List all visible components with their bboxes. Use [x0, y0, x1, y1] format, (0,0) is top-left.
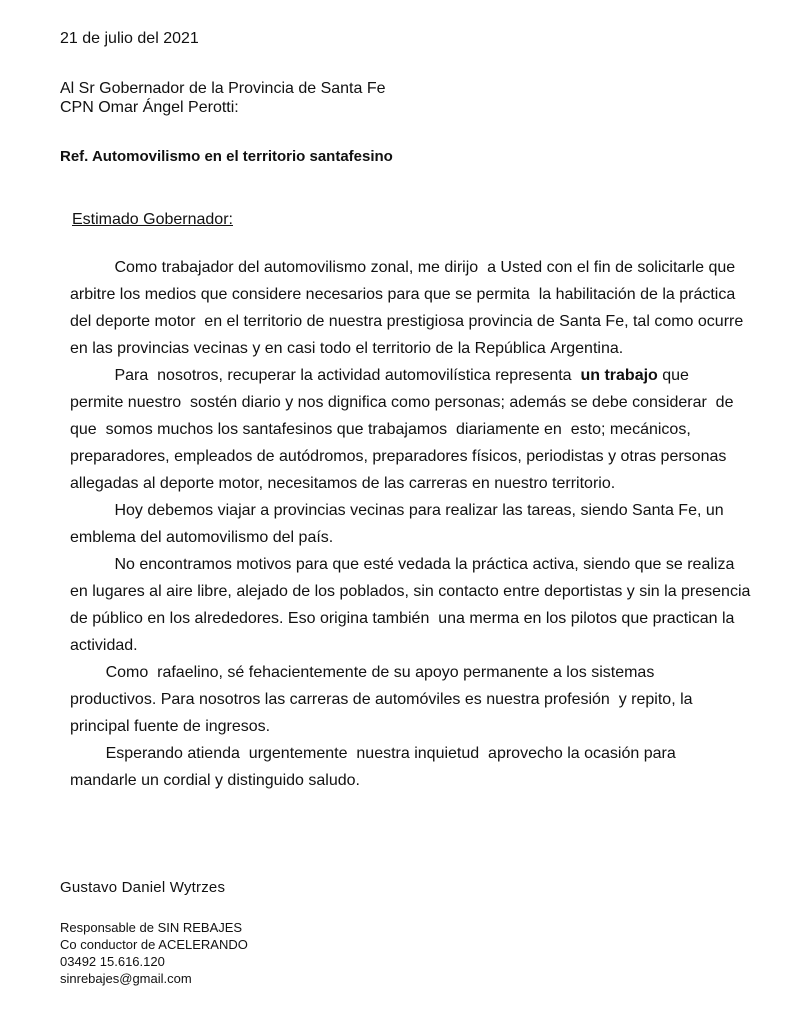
body-line: allegadas al deporte motor, necesitamos de las carreras en nuestro territorio.: [70, 475, 616, 492]
contact-email: sinrebajes@gmail.com: [60, 971, 192, 986]
body-line: de público en los alrededores. Eso origina también una merma en los pilotos que practican la: [70, 610, 735, 627]
reference-line: Ref. Automovilismo en el territorio santafesino: [60, 148, 393, 165]
body-line: preparadores, empleados de autódromos, preparadores físicos, periodistas y otras personas: [70, 448, 727, 465]
body-line: emblema del automovilismo del país.: [70, 529, 334, 546]
letter-body: [70, 254, 750, 794]
body-line: Como rafaelino, sé fehacientemente de su apoyo permanente a los sistemas: [70, 664, 655, 681]
body-line: Como trabajador del automovilismo zonal, me dirijo a Usted con el fin de solicitarle que: [70, 259, 736, 276]
body-line: actividad.: [70, 637, 138, 654]
contact-block: [60, 919, 248, 987]
body-line: en lugares al aire libre, alejado de los poblados, sin contacto entre deportistas y sin la presencia: [70, 583, 751, 600]
body-line: permite nuestro sostén diario y nos dignifica como personas; además se debe considerar de: [70, 394, 734, 411]
letter-date: 21 de julio del 2021: [60, 30, 199, 47]
body-line: Hoy debemos viajar a provincias vecinas para realizar las tareas, siendo Santa Fe, un: [70, 502, 724, 519]
emphasis: un trabajo: [580, 367, 658, 384]
body-line: principal fuente de ingresos.: [70, 718, 271, 735]
body-line: del deporte motor en el territorio de nuestra prestigiosa provincia de Santa Fe, tal como ocurre: [70, 313, 744, 330]
contact-role: Responsable de SIN REBAJES: [60, 920, 243, 935]
recipient-block: [60, 79, 386, 117]
body-line: que somos muchos los santafesinos que trabajamos diariamente en esto; mecánicos,: [70, 421, 691, 438]
body-line: en las provincias vecinas y en casi todo el territorio de la República Argentina.: [70, 340, 624, 357]
contact-phone: 03492 15.616.120: [60, 954, 165, 969]
greeting: Estimado Gobernador:: [72, 211, 233, 228]
body-line: Para nosotros, recuperar la actividad automovilística representa un trabajo que: [70, 367, 689, 384]
recipient-line: CPN Omar Ángel Perotti:: [60, 99, 239, 116]
body-line: mandarle un cordial y distinguido saludo.: [70, 772, 360, 789]
contact-role: Co conductor de ACELERANDO: [60, 937, 248, 952]
signature-name: Gustavo Daniel Wytrzes: [60, 879, 226, 896]
body-line: Esperando atienda urgentemente nuestra inquietud aprovecho la ocasión para: [70, 745, 676, 762]
body-line: No encontramos motivos para que esté vedada la práctica activa, siendo que se realiza: [70, 556, 735, 573]
recipient-line: Al Sr Gobernador de la Provincia de Santa Fe: [60, 80, 386, 97]
body-line: productivos. Para nosotros las carreras de automóviles es nuestra profesión y repito, la: [70, 691, 693, 708]
body-line: arbitre los medios que considere necesarios para que se permita la habilitación de la práctica: [70, 286, 736, 303]
